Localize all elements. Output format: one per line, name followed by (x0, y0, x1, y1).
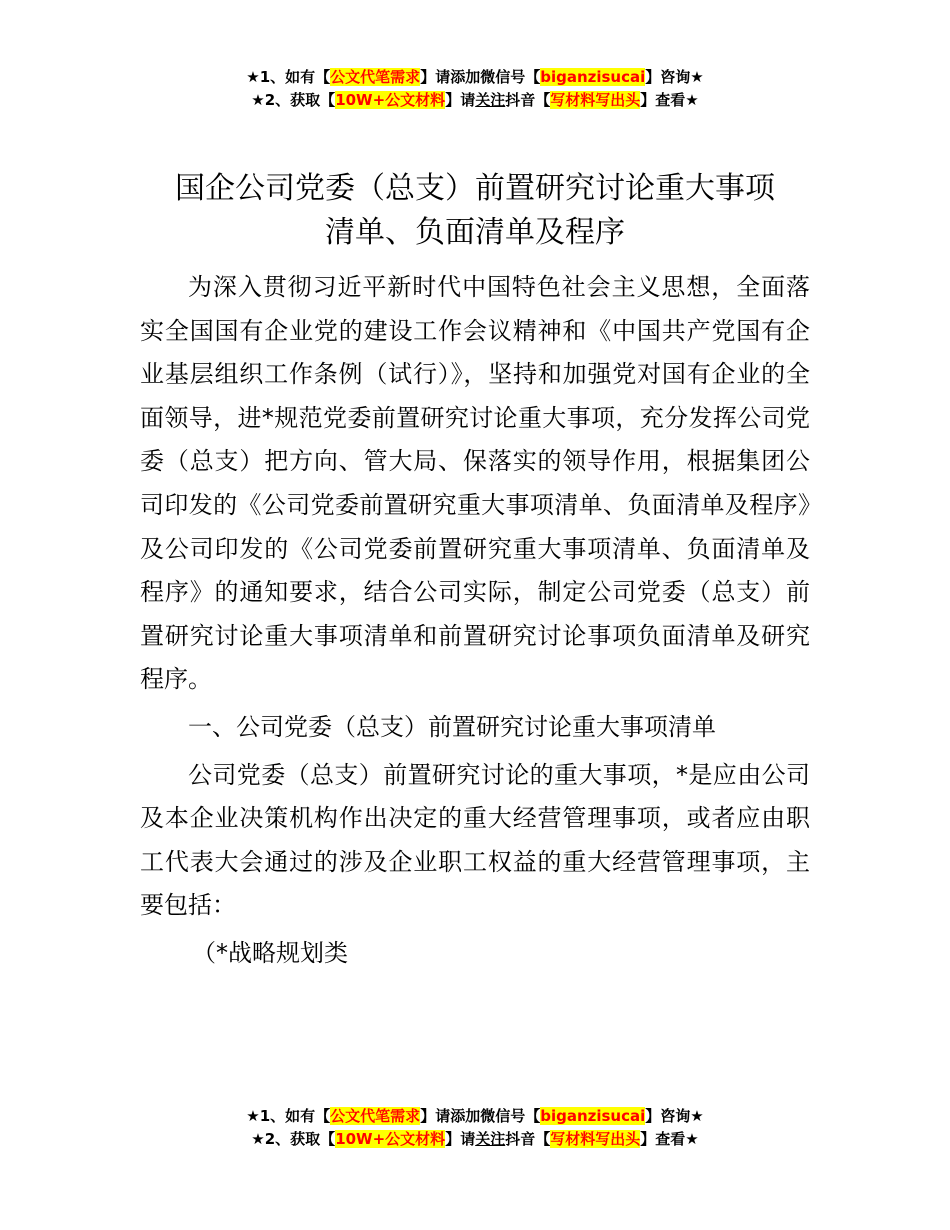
footer-banner (0, 1105, 950, 1151)
footer-douyin-name: 写材料写出头 (550, 1130, 641, 1148)
body-paragraph-scope: 公司党委（总支）前置研究讨论的重大事项，*是应由公司及本企业决策机构作出决定的重大经营管理事项，或者应由职工代表大会通过的涉及企业职工权益的重大经营管理事项，主要包括： (140, 760, 810, 920)
banner-douyin-name: 写材料写出头 (550, 91, 641, 109)
banner-line-2 (0, 89, 950, 112)
banner-line-1-prefix: ★1、如有【 (246, 68, 331, 86)
banner-line-2-suffix: 】查看★ (640, 91, 699, 109)
banner-wechat-id: biganzisucai (540, 68, 646, 86)
footer-highlight-ghostwriting: 公文代笔需求 (330, 1107, 421, 1125)
footer-highlight-materials: 10W+公文材料 (335, 1130, 446, 1148)
banner-line-1 (0, 66, 950, 89)
banner-line-2-middle2: 抖音【 (505, 91, 551, 109)
footer-wechat-id: biganzisucai (540, 1107, 646, 1125)
document-title-line-1: 国企公司党委（总支）前置研究讨论重大事项 (175, 171, 775, 206)
banner-follow-text: 关注 (475, 91, 506, 109)
document-title (0, 167, 950, 255)
document-body (140, 266, 810, 976)
banner-highlight-materials: 10W+公文材料 (335, 91, 446, 109)
footer-line-2-middle1: 】请 (445, 1130, 476, 1148)
footer-line-2-prefix: ★2、获取【 (251, 1130, 336, 1148)
footer-follow-text: 关注 (475, 1130, 506, 1148)
banner-highlight-ghostwriting: 公文代笔需求 (330, 68, 421, 86)
section-heading-1: 一、公司党委（总支）前置研究讨论重大事项清单 (188, 712, 716, 741)
footer-line-1-suffix: 】咨询★ (645, 1107, 704, 1125)
banner-line-1-middle: 】请添加微信号【 (420, 68, 541, 86)
body-paragraph-intro: 为深入贯彻习近平新时代中国特色社会主义思想，全面落实全国国有企业党的建设工作会议精神和《中国共产党国有企业基层组织工作条例（试行）》，坚持和加强党对国有企业的全面领导，进*规范党委前置研究讨论重大事项，充分发挥公司党委（总支）把方向、管大局、保落实的领导作用，根据集团公司印发的《公司党委前置研究重大事项清单、负面清单及程序》及公司印发的《公司党委前置研究重大事项清单、负面清单及程序》的通知要求，结合公司实际，制定公司党委（总支）前置研究讨论重大事项清单和前置研究讨论事项负面清单及研究程序。 (140, 273, 810, 694)
footer-line-1-middle: 】请添加微信号【 (420, 1107, 541, 1125)
sub-heading-strategy: （*战略规划类 (192, 938, 348, 967)
footer-line-2-middle2: 抖音【 (505, 1130, 551, 1148)
footer-line-1-prefix: ★1、如有【 (246, 1107, 331, 1125)
footer-line-2-suffix: 】查看★ (640, 1130, 699, 1148)
footer-banner-line-2 (0, 1128, 950, 1151)
document-title-line-2: 清单、负面清单及程序 (325, 215, 625, 250)
footer-banner-line-1 (0, 1105, 950, 1128)
banner-line-2-middle1: 】请 (445, 91, 476, 109)
header-banner (0, 66, 950, 112)
banner-line-1-suffix: 】咨询★ (645, 68, 704, 86)
banner-line-2-prefix: ★2、获取【 (251, 91, 336, 109)
